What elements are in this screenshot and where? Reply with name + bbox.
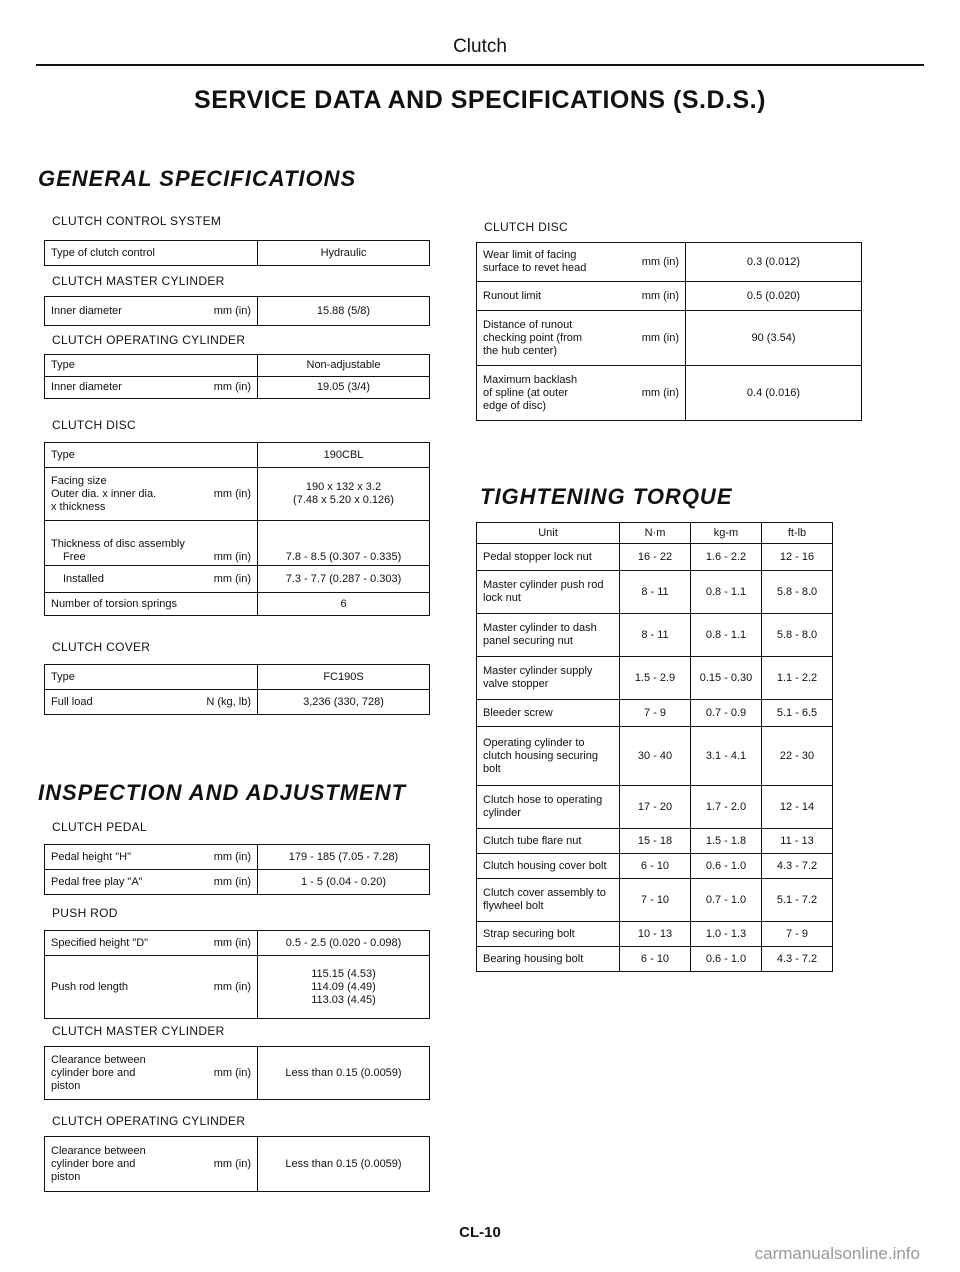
- spec-table: [44, 664, 430, 715]
- value-cell: 7 - 9: [620, 700, 691, 727]
- watermark: carmanualsonline.info: [754, 1244, 920, 1263]
- item-cell: [477, 282, 686, 311]
- value-cell: 8 - 11: [620, 614, 691, 657]
- section-label: CLUTCH MASTER CYLINDER: [52, 1024, 225, 1038]
- item-cell: Type: [45, 665, 258, 690]
- value-cell: 1.1 - 2.2: [762, 657, 833, 700]
- table-row: [45, 870, 430, 895]
- spec-table: [44, 442, 430, 616]
- tightening-torque-heading: TIGHTENING TORQUE: [480, 484, 733, 509]
- table-row: [477, 947, 833, 972]
- value-cell: 3.1 - 4.1: [691, 727, 762, 786]
- table-row: [45, 845, 430, 870]
- item-cell: [45, 1047, 258, 1100]
- table-row: [45, 521, 430, 566]
- item-text: Clearance between cylinder bore and piston: [51, 1053, 146, 1092]
- value-cell: 0.15 - 0.30: [691, 657, 762, 700]
- spec-table: [44, 1136, 430, 1192]
- value-cell: 0.5 - 2.5 (0.020 - 0.098): [258, 931, 430, 956]
- section-label: CLUTCH MASTER CYLINDER: [52, 274, 225, 288]
- value-cell: 6: [258, 593, 430, 616]
- value-cell: 10 - 13: [620, 922, 691, 947]
- item-text: Thickness of disc assembly: [51, 538, 185, 550]
- item-cell: Pedal stopper lock nut: [477, 544, 620, 571]
- unit-text: mm (in): [213, 487, 251, 500]
- section-label: CLUTCH CONTROL SYSTEM: [52, 214, 222, 228]
- value-cell: 190 x 132 x 3.2 (7.48 x 5.20 x 0.126): [258, 468, 430, 521]
- item-text: Wear limit of facing surface to revet head: [483, 249, 587, 274]
- torque-header-row: [477, 523, 833, 544]
- table-row: [45, 665, 430, 690]
- table-row: [477, 614, 833, 657]
- spec-table: [44, 844, 430, 895]
- header-rule: [36, 64, 924, 66]
- value-cell: 190CBL: [258, 443, 430, 468]
- table-row: [45, 566, 430, 593]
- table-row: [477, 311, 862, 366]
- value-cell: Less than 0.15 (0.0059): [258, 1137, 430, 1192]
- value-cell: 1.5 - 1.8: [691, 829, 762, 854]
- value-cell: 5.1 - 6.5: [762, 700, 833, 727]
- unit-text: mm (in): [641, 331, 679, 344]
- item-cell: [477, 311, 686, 366]
- item-text: Clearance between cylinder bore and piston: [51, 1144, 146, 1183]
- table-row: [45, 377, 430, 399]
- value-cell: 17 - 20: [620, 786, 691, 829]
- spec-table: [44, 296, 430, 326]
- item-cell: [45, 1137, 258, 1192]
- unit-text: mm (in): [641, 289, 679, 302]
- value-cell: 12 - 14: [762, 786, 833, 829]
- item-cell: Bleeder screw: [477, 700, 620, 727]
- value-cell: 1.5 - 2.9: [620, 657, 691, 700]
- value-cell: 7.3 - 7.7 (0.287 - 0.303): [258, 566, 430, 593]
- item-text: Specified height "D": [51, 936, 149, 949]
- item-cell: [45, 845, 258, 870]
- table-row: [477, 243, 862, 282]
- value-cell: 90 (3.54): [686, 311, 862, 366]
- item-cell: Clutch cover assembly to flywheel bolt: [477, 879, 620, 922]
- item-cell: Master cylinder push rod lock nut: [477, 571, 620, 614]
- section-label: CLUTCH DISC: [484, 220, 568, 234]
- item-cell: Strap securing bolt: [477, 922, 620, 947]
- table-row: [477, 829, 833, 854]
- value-cell: 1.7 - 2.0: [691, 786, 762, 829]
- item-text: Inner diameter: [51, 304, 122, 317]
- item-cell: Clutch tube flare nut: [477, 829, 620, 854]
- value-cell: 22 - 30: [762, 727, 833, 786]
- section-label: PUSH ROD: [52, 906, 118, 920]
- item-cell: Type: [45, 443, 258, 468]
- value-cell: 0.3 (0.012): [686, 243, 862, 282]
- column-header: kg-m: [691, 523, 762, 544]
- value-cell: 7 - 10: [620, 879, 691, 922]
- value-cell: 16 - 22: [620, 544, 691, 571]
- page-title: SERVICE DATA AND SPECIFICATIONS (S.D.S.): [194, 86, 766, 114]
- item-cell: Bearing housing bolt: [477, 947, 620, 972]
- item-text: Pedal height "H": [51, 850, 131, 863]
- value-cell: 0.5 (0.020): [686, 282, 862, 311]
- spec-table: [44, 930, 430, 1019]
- item-cell: Clutch housing cover bolt: [477, 854, 620, 879]
- value-cell: 1 - 5 (0.04 - 0.20): [258, 870, 430, 895]
- table-row: [477, 571, 833, 614]
- item-cell: [45, 521, 258, 566]
- value-cell: 15.88 (5/8): [258, 297, 430, 326]
- item-text: Distance of runout checking point (from the hub center): [483, 318, 583, 357]
- value-cell: 0.8 - 1.1: [691, 571, 762, 614]
- item-text: Free: [63, 551, 86, 563]
- table-row: [477, 544, 833, 571]
- item-text: Inner diameter: [51, 381, 122, 393]
- item-cell: [45, 377, 258, 399]
- item-cell: [45, 566, 258, 593]
- value-cell: 6 - 10: [620, 947, 691, 972]
- table-row: [477, 879, 833, 922]
- item-cell: Type of clutch control: [45, 241, 258, 266]
- value-cell: 1.6 - 2.2: [691, 544, 762, 571]
- item-text: Runout limit: [483, 289, 542, 302]
- section-label: CLUTCH PEDAL: [52, 820, 147, 834]
- value-cell: 12 - 16: [762, 544, 833, 571]
- spec-table: [476, 242, 862, 421]
- item-cell: Number of torsion springs: [45, 593, 258, 616]
- table-row: [477, 786, 833, 829]
- spec-table: [44, 240, 430, 266]
- value-cell: 0.7 - 0.9: [691, 700, 762, 727]
- table-row: [45, 1137, 430, 1192]
- item-cell: [45, 956, 258, 1019]
- table-row: [477, 727, 833, 786]
- item-text: Pedal free play "A": [51, 875, 143, 888]
- item-text: Installed: [63, 572, 104, 585]
- value-cell: 0.6 - 1.0: [691, 947, 762, 972]
- page-number: CL-10: [459, 1224, 501, 1241]
- value-cell: 1.0 - 1.3: [691, 922, 762, 947]
- table-row: [45, 956, 430, 1019]
- value-cell: 179 - 185 (7.05 - 7.28): [258, 845, 430, 870]
- item-cell: [45, 870, 258, 895]
- unit-text: mm (in): [213, 572, 251, 585]
- spec-table: [44, 354, 430, 399]
- table-row: [45, 443, 430, 468]
- section-label: CLUTCH DISC: [52, 418, 136, 432]
- value-cell: 4.3 - 7.2: [762, 854, 833, 879]
- item-cell: Master cylinder supply valve stopper: [477, 657, 620, 700]
- table-row: [45, 593, 430, 616]
- value-cell: 4.3 - 7.2: [762, 947, 833, 972]
- table-row: [45, 1047, 430, 1100]
- value-cell: 7.8 - 8.5 (0.307 - 0.335): [258, 521, 430, 566]
- value-cell: 3,236 (330, 728): [258, 690, 430, 715]
- value-cell: 7 - 9: [762, 922, 833, 947]
- table-row: [477, 657, 833, 700]
- unit-text: mm (in): [213, 304, 251, 317]
- value-cell: 8 - 11: [620, 571, 691, 614]
- item-cell: [477, 366, 686, 421]
- table-row: [45, 355, 430, 377]
- column-header: ft-lb: [762, 523, 833, 544]
- item-cell: [45, 931, 258, 956]
- unit-text: mm (in): [213, 381, 251, 393]
- value-cell: 15 - 18: [620, 829, 691, 854]
- general-specifications-heading: GENERAL SPECIFICATIONS: [38, 166, 357, 191]
- item-cell: [45, 468, 258, 521]
- unit-text: mm (in): [213, 1157, 251, 1170]
- table-row: [477, 366, 862, 421]
- section-label: CLUTCH COVER: [52, 640, 151, 654]
- value-cell: Non-adjustable: [258, 355, 430, 377]
- value-cell: 5.1 - 7.2: [762, 879, 833, 922]
- item-cell: [45, 297, 258, 326]
- table-row: [477, 700, 833, 727]
- spec-table: [44, 1046, 430, 1100]
- value-cell: FC190S: [258, 665, 430, 690]
- section-label: CLUTCH OPERATING CYLINDER: [52, 333, 246, 347]
- value-cell: 0.8 - 1.1: [691, 614, 762, 657]
- column-header: N·m: [620, 523, 691, 544]
- item-cell: Master cylinder to dash panel securing nut: [477, 614, 620, 657]
- value-cell: 5.8 - 8.0: [762, 571, 833, 614]
- value-cell: 0.7 - 1.0: [691, 879, 762, 922]
- unit-text: mm (in): [641, 386, 679, 399]
- item-text: Maximum backlash of spline (at outer edge of disc): [483, 373, 578, 412]
- value-cell: 6 - 10: [620, 854, 691, 879]
- unit-text: mm (in): [213, 551, 251, 563]
- table-row: [477, 282, 862, 311]
- table-row: [45, 931, 430, 956]
- value-cell: Less than 0.15 (0.0059): [258, 1047, 430, 1100]
- item-text: Facing size Outer dia. x inner dia. x thickness: [51, 474, 157, 513]
- value-cell: 5.8 - 8.0: [762, 614, 833, 657]
- table-row: [477, 922, 833, 947]
- value-cell: 0.6 - 1.0: [691, 854, 762, 879]
- torque-table: [476, 522, 833, 972]
- table-row: [45, 690, 430, 715]
- value-cell: 19.05 (3/4): [258, 377, 430, 399]
- unit-text: mm (in): [213, 875, 251, 888]
- unit-text: mm (in): [213, 936, 251, 949]
- table-row: [477, 854, 833, 879]
- running-header: Clutch: [453, 36, 507, 57]
- unit-text: mm (in): [213, 1066, 251, 1079]
- value-cell: 30 - 40: [620, 727, 691, 786]
- unit-text: N (kg, lb): [206, 695, 251, 708]
- table-row: [45, 468, 430, 521]
- item-cell: Operating cylinder to clutch housing securing bolt: [477, 727, 620, 786]
- unit-text: mm (in): [641, 255, 679, 268]
- unit-text: mm (in): [213, 850, 251, 863]
- table-row: [45, 241, 430, 266]
- table-row: [45, 297, 430, 326]
- column-header: Unit: [477, 523, 620, 544]
- item-text: Push rod length: [51, 980, 129, 993]
- value-cell: 11 - 13: [762, 829, 833, 854]
- value-cell: 115.15 (4.53) 114.09 (4.49) 113.03 (4.45): [258, 956, 430, 1019]
- item-cell: Clutch hose to operating cylinder: [477, 786, 620, 829]
- item-cell: [45, 690, 258, 715]
- value-cell: Hydraulic: [258, 241, 430, 266]
- section-label: CLUTCH OPERATING CYLINDER: [52, 1114, 246, 1128]
- item-cell: Type: [45, 355, 258, 377]
- value-cell: 0.4 (0.016): [686, 366, 862, 421]
- unit-text: mm (in): [213, 980, 251, 993]
- item-text: Full load: [51, 695, 93, 708]
- inspection-adjustment-heading: INSPECTION AND ADJUSTMENT: [38, 780, 407, 805]
- item-cell: [477, 243, 686, 282]
